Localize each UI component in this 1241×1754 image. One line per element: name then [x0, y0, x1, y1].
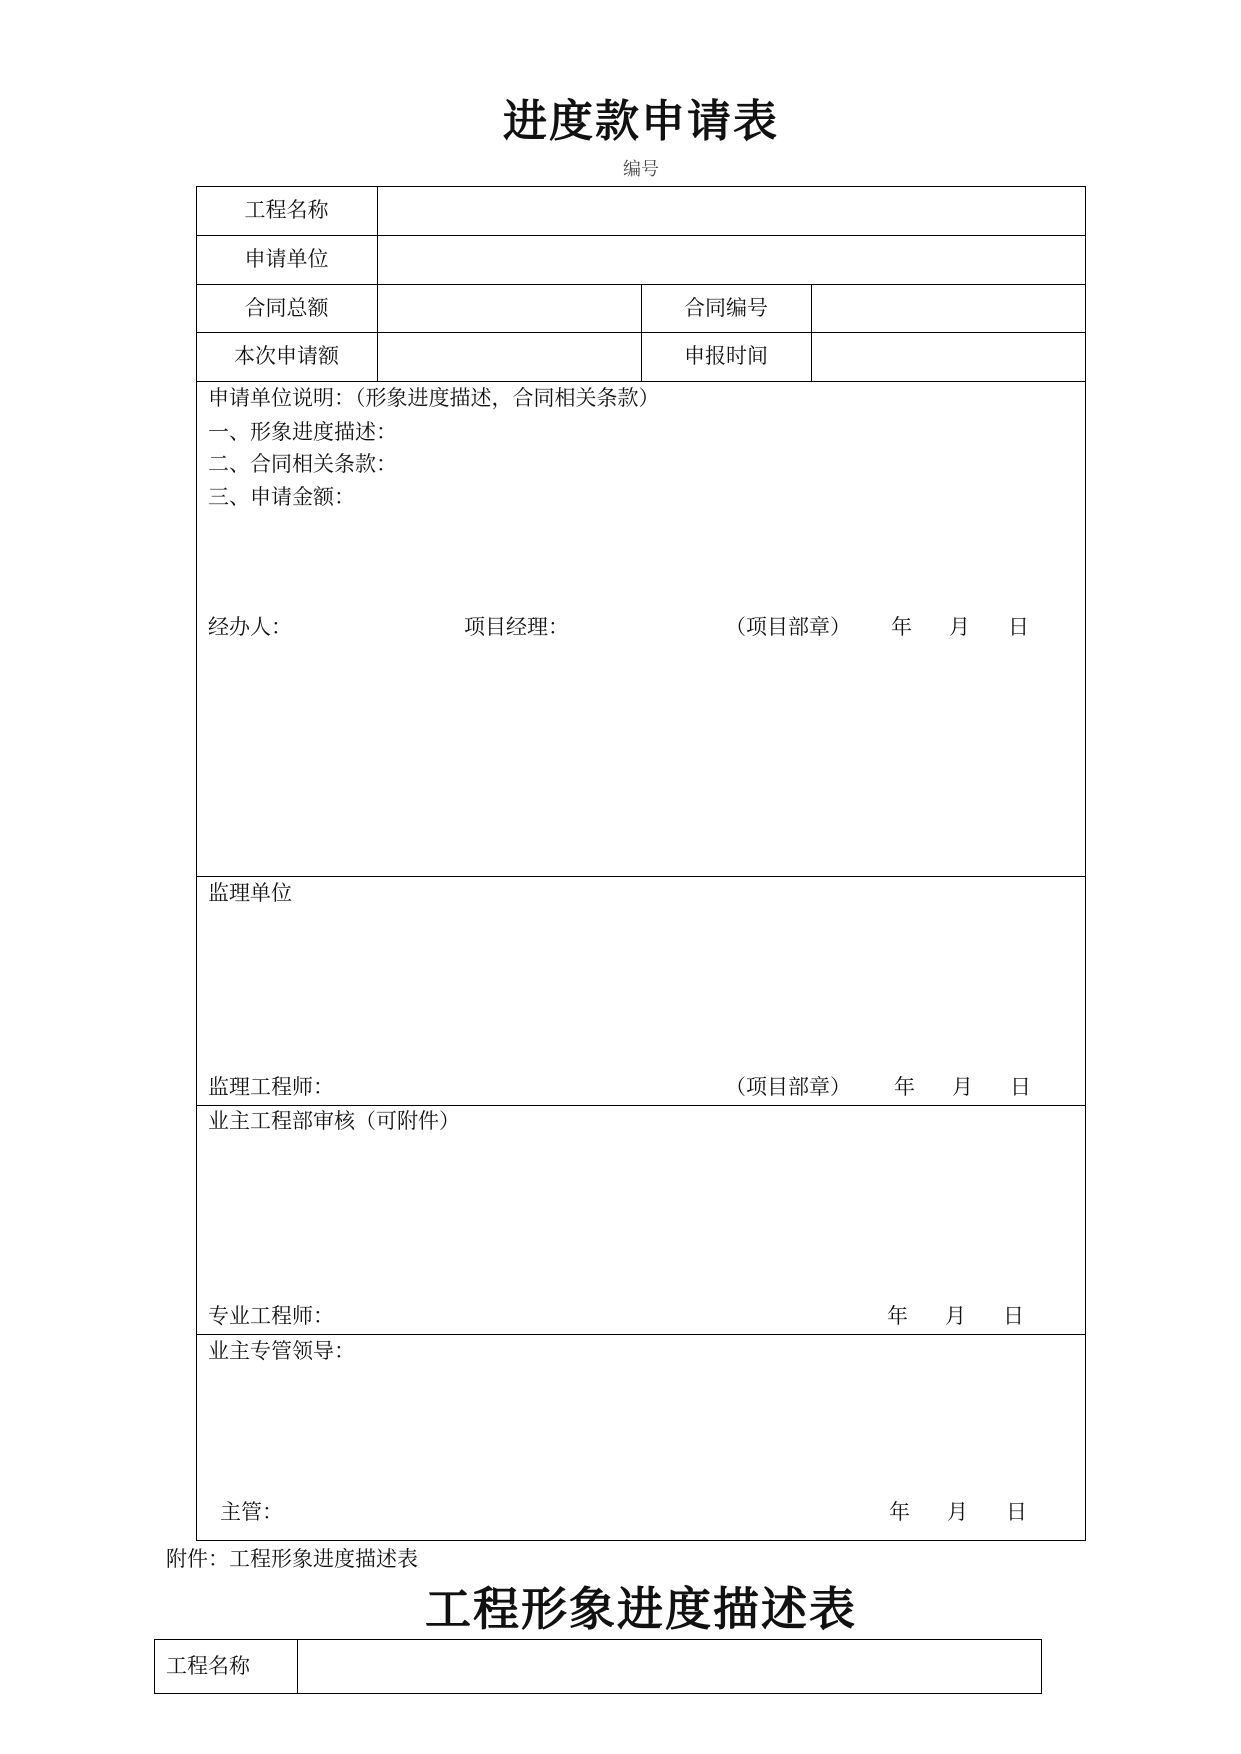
- progress-description-item: 一、形象进度描述：: [208, 420, 397, 444]
- date-day: 日: [1010, 1075, 1031, 1099]
- project-name-label: 工程名称: [244, 198, 329, 222]
- contract-no-label: 合同编号: [684, 296, 768, 320]
- date-day: 日: [1008, 615, 1029, 639]
- form-title: 进度款申请表: [503, 96, 779, 147]
- date-month: 月: [945, 1304, 966, 1328]
- applicant-unit-label: 申请单位: [244, 247, 329, 271]
- date-year: 年: [891, 615, 912, 639]
- second-project-name-label: 工程名称: [166, 1654, 250, 1678]
- date-year: 年: [887, 1304, 908, 1328]
- applicant-unit-value-cell[interactable]: [378, 236, 1085, 284]
- contract-total-label: 合同总额: [244, 296, 329, 320]
- contract-terms-item: 二、合同相关条款：: [208, 452, 397, 476]
- report-time-value-cell[interactable]: [812, 333, 1085, 381]
- date-day: 日: [1003, 1304, 1024, 1328]
- project-manager-label: 项目经理：: [464, 615, 569, 639]
- contract-no-value-cell[interactable]: [812, 285, 1085, 332]
- contract-total-value-cell[interactable]: [378, 285, 641, 332]
- date-month: 月: [947, 1500, 968, 1524]
- project-seal-label: （项目部章）: [725, 615, 851, 639]
- project-name-value-cell[interactable]: [378, 187, 1085, 235]
- requested-amount-item: 三、申请金额：: [208, 485, 355, 509]
- attachment-note: 附件：工程形象进度描述表: [166, 1547, 418, 1571]
- handler-label: 经办人：: [208, 615, 292, 639]
- supervision-seal-label: （项目部章）: [725, 1075, 851, 1099]
- date-year: 年: [894, 1075, 915, 1099]
- date-month: 月: [949, 615, 970, 639]
- second-project-name-value-cell[interactable]: [298, 1640, 1041, 1693]
- current-amount-value-cell[interactable]: [378, 333, 641, 381]
- supervisor-label: 主管：: [220, 1500, 283, 1524]
- second-form-title: 工程形象进度描述表: [425, 1582, 857, 1636]
- owner-leader-heading: 业主专管领导：: [208, 1339, 355, 1363]
- date-month: 月: [952, 1075, 973, 1099]
- supervision-unit-heading: 监理单位: [208, 881, 292, 905]
- current-amount-label: 本次申请额: [234, 344, 339, 368]
- report-time-label: 申报时间: [684, 344, 768, 368]
- applicant-explanation-heading: 申请单位说明：（形象进度描述，合同相关条款）: [208, 386, 660, 410]
- supervision-engineer-label: 监理工程师：: [208, 1075, 334, 1099]
- owner-review-heading: 业主工程部审核（可附件）: [208, 1109, 460, 1133]
- date-year: 年: [889, 1500, 910, 1524]
- serial-number-label: 编号: [623, 159, 659, 180]
- professional-engineer-label: 专业工程师：: [208, 1304, 334, 1328]
- date-day: 日: [1006, 1500, 1027, 1524]
